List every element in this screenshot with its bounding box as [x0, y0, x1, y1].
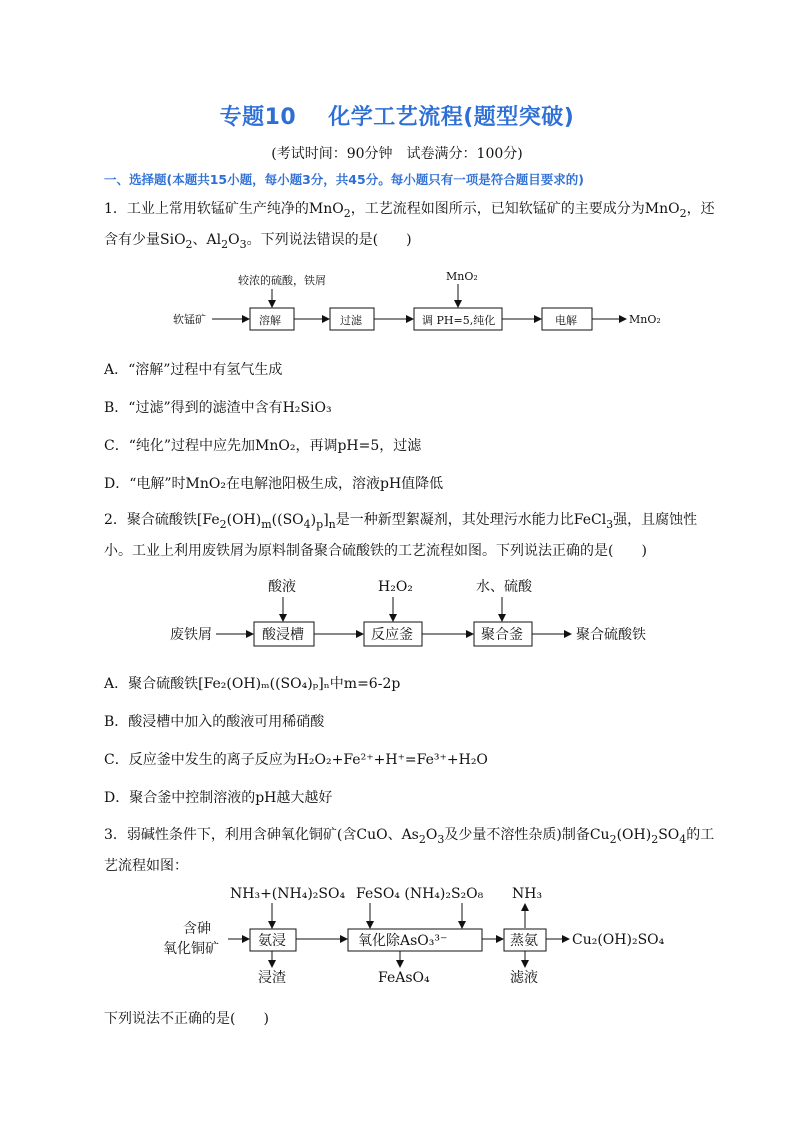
question-2-flowchart: [0, 572, 794, 652]
q1-text-e: O: [228, 231, 240, 248]
q2-flow-reagent1: 酸液: [268, 579, 296, 595]
question-3-stem: 3．弱碱性条件下，利用含砷氧化铜矿(含CuO、$As_2O_3$及少量不溶性杂质)制备$Cu_2(OH)_2SO_4$的工艺流程如图：: [104, 827, 715, 874]
q1-flow-box-purify: 调 PH=5,纯化: [422, 314, 496, 327]
q1-text-c: ，还含有少量SiO: [104, 201, 715, 248]
q1-flow-input: 软锰矿: [173, 313, 206, 326]
q3-text-f: 的工艺流程如图：: [104, 827, 715, 874]
q3-flow-residue3: 滤液: [510, 970, 538, 986]
q2-option-a[interactable]: A．聚合硫酸铁[Fe₂(OH)ₘ((SO₄)ₚ]ₙ中m=6-2p: [104, 676, 401, 692]
q2-option-b[interactable]: B．酸浸槽中加入的酸液可用稀硝酸: [104, 714, 325, 730]
q2-text-e: 是一种新型絮凝剂，其处理污水能力比FeCl: [335, 512, 607, 528]
q3-flow-output: Cu₂(OH)₂SO₄: [572, 932, 665, 948]
q2-flow-box-acid-tank: 酸浸槽: [262, 627, 304, 643]
q3-flow-input-line2: 氧化铜矿: [163, 941, 219, 957]
q2-flow-box-reactor: 反应釜: [371, 627, 413, 643]
q1-text-d: 、Al: [192, 231, 222, 248]
q3-flow-residue1: 浸渣: [258, 970, 286, 986]
q3-text-d: (OH): [616, 827, 652, 843]
q3-flow-box-ammonia-leach: 氨浸: [258, 933, 286, 949]
q2-text-f: 强，且腐蚀性小。工业上利用废铁屑为原料制备聚合硫酸铁的工艺流程如图。下列说法正确的是( ): [104, 512, 698, 559]
question-3-flowchart: [0, 878, 794, 993]
title-topic-name: 化学工艺流程(题型突破): [328, 105, 575, 130]
q1-flow-box-filter: 过滤: [340, 314, 362, 327]
q1-text-b: ，工艺流程如图所示，已知软锰矿的主要成分为MnO: [350, 201, 680, 217]
q1-option-a[interactable]: A．“溶解”过程中有氢气生成: [104, 362, 283, 378]
q2-flow-reagent3: 水、硫酸: [476, 579, 532, 595]
q1-text-a: 1．工业上常用软锰矿生产纯净的MnO: [104, 201, 344, 217]
q2-option-c[interactable]: C．反应釜中发生的离子反应为H₂O₂+Fe²⁺+H⁺=Fe³⁺+H₂O: [104, 752, 488, 768]
q3-question: 下列说法不正确的是( ): [104, 1011, 269, 1027]
q3-flow-input-line1: 含砷: [183, 921, 211, 937]
q1-option-d[interactable]: D．“电解”时MnO₂在电解池阳极生成，溶液pH值降低: [104, 476, 444, 492]
q3-flow-box-steam-ammonia: 蒸氨: [510, 933, 538, 949]
q1-option-b[interactable]: B．“过滤”得到的滤渣中含有H₂SiO₃: [104, 400, 332, 416]
q2-text-d: ): [310, 512, 317, 528]
section-heading: 一、选择题(本题共15小题，每小题3分，共45分。每小题只有一项是符合题目要求的): [104, 172, 584, 187]
q1-flow-reagent3: MnO₂: [446, 270, 478, 283]
q3-flow-box-oxidation: 氧化除AsO₃³⁻: [358, 933, 448, 949]
question-2-stem: 2．聚合硫酸铁[$Fe_2(OH)_m((SO_4)_p]_n$是一种新型絮凝剂，其处理污水能力比FeCl$_3$强，且腐蚀性小。工业上利用废铁屑为原料制备聚合硫酸铁的工艺流程如图。下列说法正确的是( ): [104, 512, 698, 559]
q2-text-b: (OH): [226, 512, 262, 528]
q1-flow-box-dissolve: 溶解: [259, 314, 281, 327]
title-topic-number: 专题10: [219, 105, 297, 130]
q3-text-c: 及少量不溶性杂质)制备Cu: [444, 827, 610, 843]
q2-text-a: 2．聚合硫酸铁[Fe: [104, 512, 220, 528]
q2-option-d[interactable]: D．聚合釜中控制溶液的pH越大越好: [104, 790, 333, 806]
q2-flow-input: 废铁屑: [170, 627, 212, 643]
q1-flow-output: MnO₂: [629, 313, 661, 326]
q1-option-c[interactable]: C．“纯化”过程中应先加MnO₂，再调pH=5，过滤: [104, 438, 422, 454]
q1-flow-box-electrolysis: 电解: [555, 314, 577, 327]
q3-flow-gas3: NH₃: [512, 886, 543, 902]
q3-text-a: 3．弱碱性条件下，利用含砷氧化铜矿(含CuO、As: [104, 827, 419, 843]
q1-flow-reagent1: 较浓的硫酸，铁屑: [238, 274, 326, 287]
q2-flow-box-polymerizer: 聚合釜: [481, 627, 523, 643]
q3-flow-reagent1: NH₃+(NH₄)₂SO₄: [230, 886, 346, 902]
q3-text-b: O: [425, 827, 438, 843]
q3-flow-reagent2: FeSO₄ (NH₄)₂S₂O₈: [356, 886, 484, 902]
q2-text-c: ((SO: [271, 512, 304, 528]
page-title: [0, 100, 794, 131]
exam-info: (考试时间：90分钟 试卷满分：100分): [271, 146, 523, 162]
q2-flow-output: 聚合硫酸铁: [576, 627, 646, 643]
q2-flow-reagent2: H₂O₂: [378, 579, 413, 595]
q1-text-f: 。下列说法错误的是( ): [246, 231, 412, 248]
question-1-stem: 1．工业上常用软锰矿生产纯净的MnO$_2$，工艺流程如图所示，已知软锰矿的主要成分为MnO$_2$，还含有少量SiO$_2$、$Al_2O_3$。下列说法错误的是( ): [104, 201, 715, 251]
q3-flow-residue2: FeAsO₄: [378, 970, 430, 986]
q3-text-e: SO: [658, 827, 680, 843]
question-1-flowchart: [0, 262, 794, 342]
